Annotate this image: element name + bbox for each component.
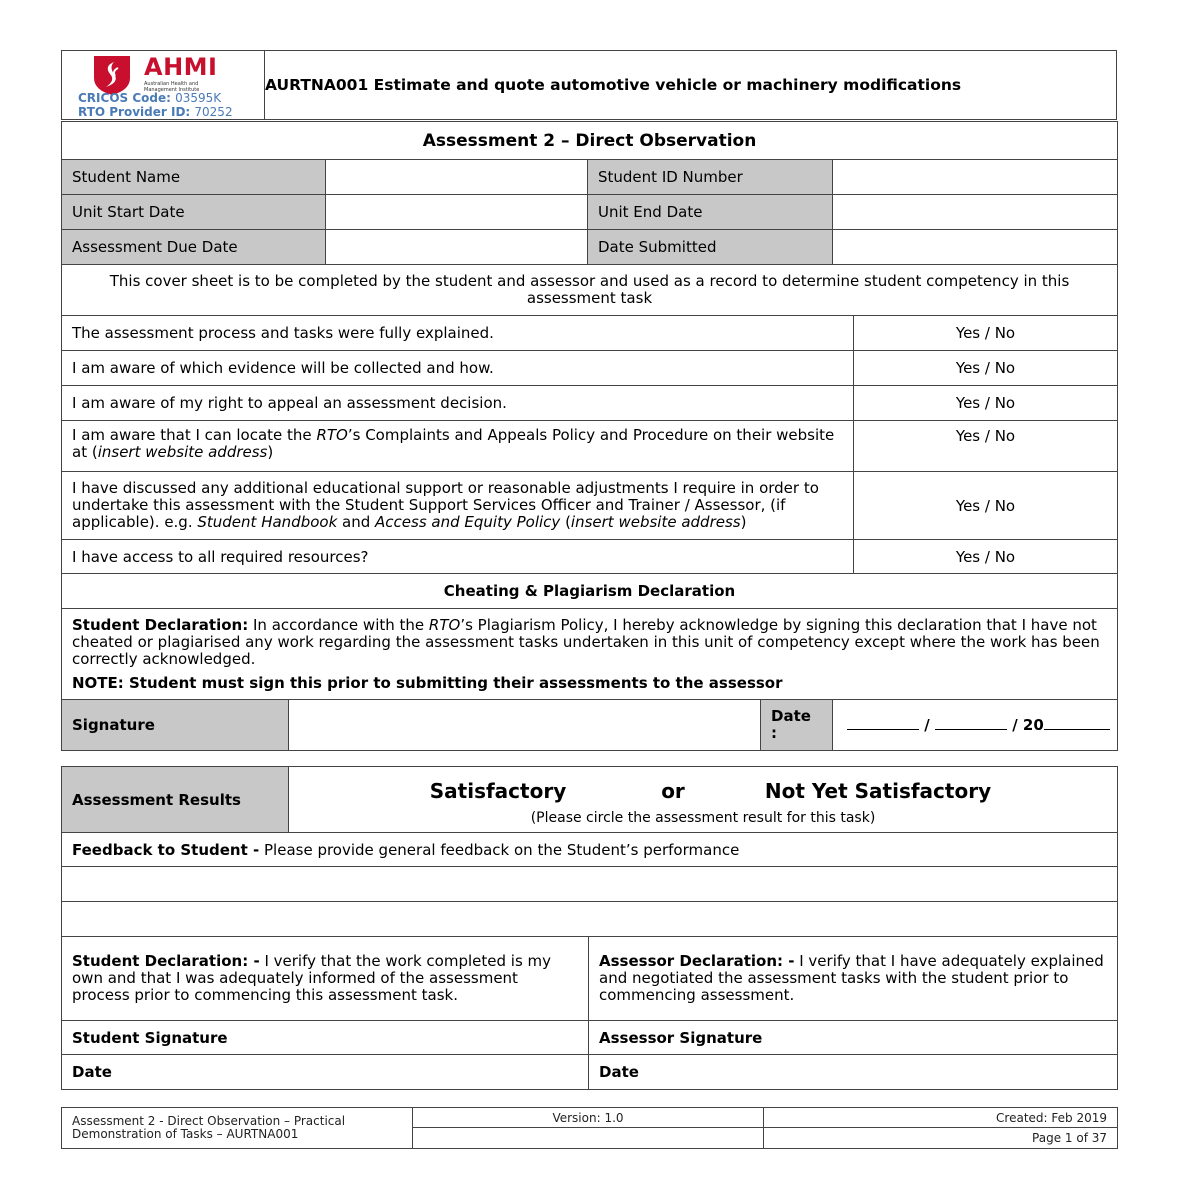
assessor-decl-text: I verify that I have adequately explained and negotiated the assessment tasks with the student prior to commencing assessment. <box>599 952 1104 1004</box>
header-table <box>61 50 1117 120</box>
feedback-text: Please provide general feedback on the Student’s performance <box>259 840 740 859</box>
ahmi-logo-icon <box>90 54 134 96</box>
assessor-date-field[interactable]: Date <box>589 1055 1118 1090</box>
logo-cell <box>62 51 265 120</box>
assessor-signature-field[interactable]: Assessor Signature <box>589 1021 1118 1055</box>
unit-end-label: Unit End Date <box>588 195 833 230</box>
date-month-blank <box>935 717 1007 730</box>
cover-sheet-table <box>61 121 1118 751</box>
plagiarism-decl-rto: RTO <box>428 615 461 634</box>
due-date-label: Assessment Due Date <box>62 230 326 265</box>
q4-text-a: I am aware that I can locate the <box>72 426 317 444</box>
date-label <box>761 700 833 751</box>
results-label: Assessment Results <box>62 767 289 833</box>
student-signature-field[interactable]: Student Signature <box>62 1021 589 1055</box>
rto-label: RTO Provider ID: <box>78 105 191 119</box>
results-table <box>61 766 1118 1090</box>
date-submitted-input[interactable] <box>833 230 1118 265</box>
footer-created: Created: Feb 2019 <box>764 1108 1118 1128</box>
date-day-blank <box>847 717 919 730</box>
yes-no-q6[interactable]: Yes / No <box>854 540 1118 574</box>
checklist-q5 <box>62 472 854 540</box>
cricos-info <box>78 91 233 119</box>
plagiarism-decl-label: Student Declaration: <box>72 615 249 634</box>
checklist-q1: The assessment process and tasks were fully explained. <box>62 316 854 351</box>
q5-website: insert website address <box>570 513 741 531</box>
date-year-blank <box>1044 717 1110 730</box>
unit-title: AURTNA001 Estimate and quote automotive vehicle or machinery modifications <box>265 51 1117 120</box>
feedback-line-1[interactable] <box>62 867 1118 902</box>
q5-text-a: I have discussed any additional educational support or reasonable adjustments I require in order to undertake this assessment with the Student Support Services Officer and Trainer / Assessor, (if applicable). e.g. <box>72 479 819 531</box>
footer-table <box>61 1107 1118 1149</box>
footer-doc-title: Assessment 2 - Direct Observation – Practical Demonstration of Tasks – AURTNA001 <box>62 1108 413 1149</box>
plagiarism-decl-b: ’s Plagiarism Policy, I hereby acknowledge by signing this declaration that I have not cheated or plagiarised any work regarding the assessment tasks undertaken in this unit of competency except where the work has been correctly acknowledged. <box>72 615 1100 668</box>
q4-website: insert website address <box>97 443 268 461</box>
date-submitted-label: Date Submitted <box>588 230 833 265</box>
student-name-label: Student Name <box>62 160 326 195</box>
yes-no-q5[interactable]: Yes / No <box>854 472 1118 540</box>
student-date-field[interactable]: Date <box>62 1055 589 1090</box>
logo-subtext: Australian Health and Management Institute <box>144 81 200 93</box>
footer-version: Version: 1.0 <box>413 1108 764 1128</box>
rto-value: 70252 <box>194 105 233 119</box>
student-decl-label: Student Declaration: - <box>72 952 260 970</box>
student-id-input[interactable] <box>833 160 1118 195</box>
plagiarism-declaration <box>62 609 1118 700</box>
checklist-q2: I am aware of which evidence will be collected and how. <box>62 351 854 386</box>
cricos-label: CRICOS Code: <box>78 91 171 105</box>
signature-label: Signature <box>62 700 289 751</box>
plagiarism-note: NOTE: Student must sign this prior to submitting their assessments to the assessor <box>72 673 783 692</box>
feedback-line-2[interactable] <box>62 902 1118 937</box>
q4-text-d: ) <box>267 443 274 461</box>
checklist-q4 <box>62 421 854 472</box>
date-label-colon: : <box>771 724 777 742</box>
q5-text-c: and <box>337 513 376 531</box>
q5-text-e: ( <box>560 513 571 531</box>
not-yet-satisfactory-option[interactable]: Not Yet Satisfactory <box>764 778 992 803</box>
satisfactory-option[interactable]: Satisfactory <box>429 778 567 803</box>
q5-text-g: ) <box>740 513 747 531</box>
student-id-label: Student ID Number <box>588 160 833 195</box>
unit-start-input[interactable] <box>326 195 588 230</box>
unit-end-input[interactable] <box>833 195 1118 230</box>
yes-no-q2[interactable]: Yes / No <box>854 351 1118 386</box>
footer-blank <box>413 1128 764 1149</box>
results-options <box>289 767 1118 833</box>
yes-no-q1[interactable]: Yes / No <box>854 316 1118 351</box>
date-year-prefix: / 20 <box>1012 716 1044 734</box>
due-date-input[interactable] <box>326 230 588 265</box>
date-input[interactable] <box>833 700 1118 751</box>
results-instruction: (Please circle the assessment result for this task) <box>530 809 876 826</box>
signature-input[interactable] <box>289 700 761 751</box>
assessor-decl-label: Assessor Declaration: - <box>599 952 795 970</box>
q4-text-b: ’s Complaints and Appeals Policy and Procedure on their website at ( <box>72 426 835 461</box>
or-text: or <box>661 778 685 803</box>
unit-start-label: Unit Start Date <box>62 195 326 230</box>
student-decl-text: I verify that the work completed is my own and that I was adequately informed of the assessment process prior to commencing this assessment task. <box>72 952 552 1004</box>
date-label-text: Date <box>771 707 811 725</box>
checklist-q6: I have access to all required resources? <box>62 540 854 574</box>
date-sep-1: / <box>924 716 930 734</box>
student-declaration <box>62 937 589 1021</box>
logo-wordmark: AHMI <box>144 53 218 81</box>
student-name-input[interactable] <box>326 160 588 195</box>
checklist-q3: I am aware of my right to appeal an assessment decision. <box>62 386 854 421</box>
feedback-label: Feedback to Student - <box>72 840 260 859</box>
cover-note: This cover sheet is to be completed by the student and assessor and used as a record to determine student competency in this assessment task <box>62 265 1118 316</box>
q4-rto: RTO <box>316 426 348 444</box>
q5-handbook: Student Handbook <box>197 513 338 531</box>
yes-no-q4[interactable]: Yes / No <box>854 421 1118 472</box>
yes-no-q3[interactable]: Yes / No <box>854 386 1118 421</box>
assessment-title: Assessment 2 – Direct Observation <box>62 122 1118 160</box>
assessor-declaration <box>589 937 1118 1021</box>
cricos-value: 03595K <box>175 91 222 105</box>
footer-page: Page 1 of 37 <box>764 1128 1118 1149</box>
plagiarism-heading: Cheating & Plagiarism Declaration <box>62 574 1118 609</box>
feedback-heading <box>62 833 1118 867</box>
q5-equity-policy: Access and Equity Policy <box>375 513 561 531</box>
plagiarism-decl-a: In accordance with the <box>248 615 429 634</box>
